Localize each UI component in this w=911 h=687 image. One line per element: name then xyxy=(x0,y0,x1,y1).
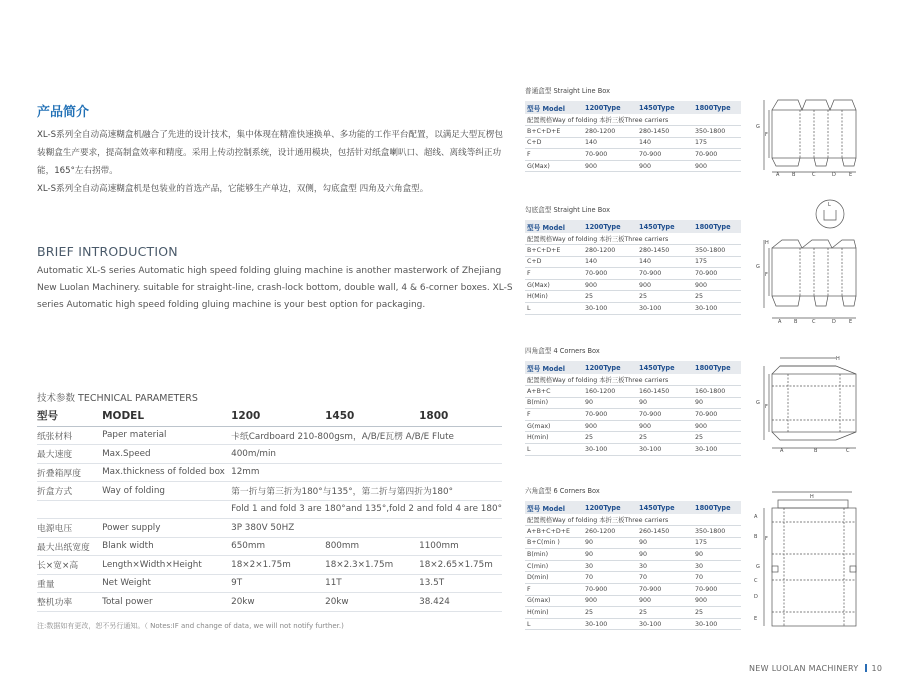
table-row xyxy=(525,595,741,607)
spec-value: 90 xyxy=(639,549,695,561)
table-row xyxy=(37,519,502,538)
spec-value: 280-1450 xyxy=(639,126,695,138)
param-en: Paper material xyxy=(102,426,231,445)
param-cn: 折盒方式 xyxy=(37,482,102,501)
spec-header-cell: 1200Type xyxy=(585,220,639,233)
spec-value: 30-100 xyxy=(585,618,639,630)
param-value-1450: 800mm xyxy=(325,537,419,556)
spec-value: 70-900 xyxy=(695,584,741,596)
spec-header-cell: 型号 Model xyxy=(525,220,585,233)
label-a: A xyxy=(780,448,784,454)
spec-value: 350-1800 xyxy=(695,245,741,257)
spec-param: B(min) xyxy=(525,397,585,409)
spec-value: 260-1200 xyxy=(585,526,639,538)
spec-fold-row xyxy=(525,233,741,245)
box-title: 普通盒型 Straight Line Box xyxy=(525,87,610,95)
table-row xyxy=(37,593,502,612)
four-corner-box-diagram xyxy=(752,352,864,456)
param-value-1800: 18×2.65×1.75m xyxy=(419,556,502,575)
table-row xyxy=(525,526,741,538)
label-b: B xyxy=(814,448,818,454)
header-1200: 1200 xyxy=(231,406,325,426)
spec-value: 350-1800 xyxy=(695,526,741,538)
param-value: 第一折与第三折为180°与135°，第二折与第四折为180° xyxy=(231,482,502,501)
table-row xyxy=(525,560,741,572)
spec-param: G(max) xyxy=(525,420,585,432)
spec-value: 90 xyxy=(585,397,639,409)
spec-value: 140 xyxy=(585,256,639,268)
param-cn xyxy=(37,500,102,519)
table-row xyxy=(525,256,741,268)
table-row xyxy=(525,444,741,456)
table-row xyxy=(525,397,741,409)
header-model-en: MODEL xyxy=(102,406,231,426)
spec-param: B+C+D+E xyxy=(525,245,585,257)
spec-header-cell: 型号 Model xyxy=(525,361,585,374)
spec-param: B(min) xyxy=(525,549,585,561)
label-c: C xyxy=(846,448,850,454)
spec-value: 160-1450 xyxy=(639,386,695,398)
label-d: D xyxy=(832,319,836,325)
spec-value: 900 xyxy=(585,420,639,432)
param-value-1450: 20kw xyxy=(325,593,419,612)
intro-text-cn xyxy=(37,126,507,198)
spec-value: 70-900 xyxy=(639,149,695,161)
param-cn: 最大速度 xyxy=(37,445,102,464)
spec-param: H(min) xyxy=(525,432,585,444)
spec-param: G(max) xyxy=(525,595,585,607)
param-value: 400m/min xyxy=(231,445,502,464)
spec-value: 260-1450 xyxy=(639,526,695,538)
label-g: G xyxy=(756,400,760,406)
label-b: B xyxy=(794,319,798,325)
param-en: Blank width xyxy=(102,537,231,556)
spec-value: 70 xyxy=(639,572,695,584)
tech-params-table xyxy=(37,406,502,612)
label-e: E xyxy=(849,319,853,325)
spec-value: 70-900 xyxy=(585,409,639,421)
table-row xyxy=(525,572,741,584)
spec-value: 25 xyxy=(585,291,639,303)
spec-header-cell: 1200Type xyxy=(585,501,639,514)
spec-param: L xyxy=(525,303,585,315)
spec-value: 160-1800 xyxy=(695,386,741,398)
spec-param: L xyxy=(525,618,585,630)
param-en: Total power xyxy=(102,593,231,612)
table-row xyxy=(525,584,741,596)
label-h: H xyxy=(810,494,814,500)
table-row xyxy=(37,500,502,519)
spec-header-cell: 1800Type xyxy=(695,101,741,114)
header-1450: 1450 xyxy=(325,406,419,426)
param-value-1800: 38.424 xyxy=(419,593,502,612)
header-model-cn: 型号 xyxy=(37,406,102,426)
spec-value: 90 xyxy=(585,537,639,549)
spec-value: 140 xyxy=(639,256,695,268)
spec-param: B+C(min ) xyxy=(525,537,585,549)
param-cn: 折叠箱厚度 xyxy=(37,463,102,482)
spec-value: 70-900 xyxy=(585,584,639,596)
spec-header xyxy=(525,101,741,114)
spec-value: 70-900 xyxy=(695,268,741,280)
label-d: D xyxy=(832,172,836,178)
label-g: G xyxy=(756,264,760,270)
spec-fold-row xyxy=(525,114,741,126)
spec-param: F xyxy=(525,409,585,421)
spec-value: 90 xyxy=(639,537,695,549)
data-change-note: 注:数据如有更改，恕不另行通知。（ Notes:IF and change of data, we will not notify further.) xyxy=(37,622,344,630)
spec-value: 25 xyxy=(585,432,639,444)
label-h: H xyxy=(765,240,769,246)
spec-header xyxy=(525,501,741,514)
param-value: 12mm xyxy=(231,463,502,482)
spec-param: L xyxy=(525,444,585,456)
spec-value: 25 xyxy=(639,291,695,303)
spec-value: 280-1450 xyxy=(639,245,695,257)
spec-value: 30-100 xyxy=(695,303,741,315)
spec-param: G(Max) xyxy=(525,279,585,291)
spec-value: 90 xyxy=(695,397,741,409)
spec-value: 900 xyxy=(695,420,741,432)
label-c: C xyxy=(754,578,758,584)
crash-lock-box-diagram xyxy=(752,196,864,326)
table-row xyxy=(525,303,741,315)
label-c: C xyxy=(812,319,816,325)
intro-paragraph-1: XL-S系列全自动高速糊盒机融合了先进的设计技术，集中体现在精准快速换单、多功能的工作平台配置，以满足大型瓦楞包装糊盒生产要求，提高制盒效率和精度。采用上传动控制系统，设计通用模块，包括针对纸盒喇叭口、超线、离线等纠正功能，165°左右拐带。 xyxy=(37,130,503,176)
table-row xyxy=(525,126,741,138)
spec-param: G(Max) xyxy=(525,160,585,172)
table-row xyxy=(525,279,741,291)
spec-value: 70-900 xyxy=(639,584,695,596)
intro-paragraph-2: XL-S系列全自动高速糊盒机是包装业的首选产品，它能够生产单边，双侧，勾底盒型 四角及六角盒型。 xyxy=(37,184,429,194)
brief-intro-title: BRIEF INTRODUCTION xyxy=(37,244,178,259)
fold-config: 配置规格Way of folding 本折三板Three carriers xyxy=(525,114,741,126)
param-value-1200: 18×2×1.75m xyxy=(231,556,325,575)
box-spec-table xyxy=(525,101,741,172)
brief-intro-text: Automatic XL-S series Automatic high speed folding gluing machine is another masterwork of Zhejiang New Luolan Machinery. suitable for straight-line, crash-lock bottom, double wall, 4 & 6-corner boxes. XL-S series Automatic high speed folding gluing machine is your best option for packaging. xyxy=(37,266,513,310)
fold-config: 配置规格Way of folding 本折三板Three carriers xyxy=(525,374,741,386)
label-d: D xyxy=(754,594,758,600)
spec-value: 30-100 xyxy=(585,444,639,456)
spec-header-cell: 1450Type xyxy=(639,501,695,514)
spec-value: 25 xyxy=(695,607,741,619)
spec-value: 70-900 xyxy=(639,409,695,421)
table-row xyxy=(525,432,741,444)
param-value-1450: 11T xyxy=(325,574,419,593)
spec-value: 900 xyxy=(639,160,695,172)
spec-header-cell: 1800Type xyxy=(695,361,741,374)
spec-value: 30-100 xyxy=(639,444,695,456)
fold-config: 配置规格Way of folding 本折三板Three carriers xyxy=(525,514,741,526)
param-value-1450: 18×2.3×1.75m xyxy=(325,556,419,575)
spec-fold-row xyxy=(525,374,741,386)
spec-param: F xyxy=(525,149,585,161)
param-value: 卡纸Cardboard 210-800gsm，A/B/E瓦楞 A/B/E Flute xyxy=(231,426,502,445)
spec-value: 25 xyxy=(585,607,639,619)
table-row xyxy=(525,386,741,398)
spec-header-cell: 1450Type xyxy=(639,361,695,374)
table-row xyxy=(525,149,741,161)
label-f: F xyxy=(765,404,768,410)
param-value-1800: 13.5T xyxy=(419,574,502,593)
label-b: B xyxy=(792,172,796,178)
spec-value: 70-900 xyxy=(585,268,639,280)
spec-header-cell: 1800Type xyxy=(695,501,741,514)
spec-header-cell: 1450Type xyxy=(639,101,695,114)
spec-header-cell: 1800Type xyxy=(695,220,741,233)
param-cn: 整机功率 xyxy=(37,593,102,612)
spec-header-cell: 1200Type xyxy=(585,361,639,374)
spec-param: A+B+C xyxy=(525,386,585,398)
spec-value: 25 xyxy=(639,432,695,444)
spec-value: 140 xyxy=(639,137,695,149)
table-row xyxy=(525,291,741,303)
spec-value: 30 xyxy=(695,560,741,572)
param-value: Fold 1 and fold 3 are 180°and 135°,fold 2 and fold 4 are 180° xyxy=(231,500,502,519)
table-row xyxy=(37,482,502,501)
label-f: F xyxy=(765,536,768,542)
label-c: C xyxy=(812,172,816,178)
param-value: 3P 380V 50HZ xyxy=(231,519,502,538)
label-b: B xyxy=(754,534,758,540)
spec-value: 30-100 xyxy=(585,303,639,315)
label-f: F xyxy=(765,272,768,278)
box-title: 勾底盒型 Straight Line Box xyxy=(525,206,610,214)
intro-title-cn: 产品简介 xyxy=(37,105,90,120)
spec-value: 160-1200 xyxy=(585,386,639,398)
spec-param: F xyxy=(525,584,585,596)
spec-value: 90 xyxy=(695,549,741,561)
spec-value: 70-900 xyxy=(585,149,639,161)
spec-value: 900 xyxy=(695,160,741,172)
param-en xyxy=(102,500,231,519)
spec-value: 70-900 xyxy=(695,409,741,421)
table-row xyxy=(37,537,502,556)
spec-value: 70-900 xyxy=(639,268,695,280)
table-row xyxy=(525,549,741,561)
spec-value: 900 xyxy=(639,279,695,291)
table-row xyxy=(525,537,741,549)
param-en: Max.thickness of folded box xyxy=(102,463,231,482)
box-spec-table xyxy=(525,501,741,630)
spec-param: C+D xyxy=(525,137,585,149)
param-cn: 长×宽×高 xyxy=(37,556,102,575)
label-a: A xyxy=(776,172,780,178)
box-spec-table xyxy=(525,361,741,456)
label-l: L xyxy=(828,202,831,208)
spec-value: 25 xyxy=(695,291,741,303)
param-en: Power supply xyxy=(102,519,231,538)
spec-value: 280-1200 xyxy=(585,245,639,257)
label-g: G xyxy=(756,124,760,130)
spec-value: 175 xyxy=(695,137,741,149)
spec-value: 70-900 xyxy=(695,149,741,161)
spec-param: F xyxy=(525,268,585,280)
spec-value: 90 xyxy=(585,549,639,561)
spec-value: 30-100 xyxy=(639,618,695,630)
spec-value: 900 xyxy=(639,595,695,607)
param-en: Net Weight xyxy=(102,574,231,593)
table-row xyxy=(37,445,502,464)
spec-param: H(Min) xyxy=(525,291,585,303)
spec-value: 25 xyxy=(695,432,741,444)
param-cn: 纸张材料 xyxy=(37,426,102,445)
param-value-1200: 20kw xyxy=(231,593,325,612)
box-spec-table xyxy=(525,220,741,315)
spec-value: 280-1200 xyxy=(585,126,639,138)
spec-value: 175 xyxy=(695,537,741,549)
table-row xyxy=(37,426,502,445)
spec-value: 140 xyxy=(585,137,639,149)
box-title: 六角盒型 6 Corners Box xyxy=(525,487,600,495)
spec-param: C+D xyxy=(525,256,585,268)
label-e: E xyxy=(754,616,758,622)
spec-value: 30-100 xyxy=(695,444,741,456)
box-title: 四角盒型 4 Corners Box xyxy=(525,347,600,355)
spec-fold-row xyxy=(525,514,741,526)
param-en: Max.Speed xyxy=(102,445,231,464)
table-row xyxy=(525,618,741,630)
label-f: F xyxy=(765,132,768,138)
spec-param: C(min) xyxy=(525,560,585,572)
footer-brand: NEW LUOLAN MACHINERY xyxy=(749,664,859,673)
spec-header-cell: 1200Type xyxy=(585,101,639,114)
table-row xyxy=(525,137,741,149)
spec-value: 175 xyxy=(695,256,741,268)
label-a: A xyxy=(754,514,758,520)
spec-value: 25 xyxy=(639,607,695,619)
param-value-1200: 9T xyxy=(231,574,325,593)
param-value-1800: 1100mm xyxy=(419,537,502,556)
page-footer xyxy=(749,664,882,673)
spec-header xyxy=(525,361,741,374)
spec-param: A+B+C+D+E xyxy=(525,526,585,538)
table-row xyxy=(525,268,741,280)
param-en: Length×Width×Height xyxy=(102,556,231,575)
param-value-1200: 650mm xyxy=(231,537,325,556)
table-row xyxy=(525,409,741,421)
spec-header-cell: 型号 Model xyxy=(525,101,585,114)
label-a: A xyxy=(778,319,782,325)
param-cn: 重量 xyxy=(37,574,102,593)
spec-header-cell: 1450Type xyxy=(639,220,695,233)
spec-value: 900 xyxy=(585,279,639,291)
param-cn: 最大出纸宽度 xyxy=(37,537,102,556)
spec-value: 900 xyxy=(695,279,741,291)
label-e: E xyxy=(849,172,853,178)
label-g: G xyxy=(756,564,760,570)
spec-value: 350-1800 xyxy=(695,126,741,138)
table-row xyxy=(37,463,502,482)
spec-value: 30-100 xyxy=(695,618,741,630)
spec-header xyxy=(525,220,741,233)
spec-value: 900 xyxy=(585,160,639,172)
spec-value: 90 xyxy=(639,397,695,409)
spec-value: 30 xyxy=(585,560,639,572)
table-row xyxy=(37,556,502,575)
table-row xyxy=(525,245,741,257)
label-h: H xyxy=(836,356,840,362)
spec-value: 70 xyxy=(585,572,639,584)
table-row xyxy=(525,607,741,619)
param-en: Way of folding xyxy=(102,482,231,501)
tech-params-title: 技术参数 TECHNICAL PARAMETERS xyxy=(37,393,198,404)
param-cn: 电源电压 xyxy=(37,519,102,538)
spec-value: 30-100 xyxy=(639,303,695,315)
spec-value: 30 xyxy=(639,560,695,572)
spec-value: 70 xyxy=(695,572,741,584)
spec-value: 900 xyxy=(585,595,639,607)
fold-config: 配置规格Way of folding 本折三板Three carriers xyxy=(525,233,741,245)
spec-param: B+C+D+E xyxy=(525,126,585,138)
six-corner-box-diagram xyxy=(752,488,864,636)
spec-value: 900 xyxy=(695,595,741,607)
spec-param: H(min) xyxy=(525,607,585,619)
table-row xyxy=(525,160,741,172)
header-1800: 1800 xyxy=(419,406,502,426)
tech-params-header xyxy=(37,406,502,426)
page-number: 10 xyxy=(871,664,883,673)
spec-param: D(min) xyxy=(525,572,585,584)
table-row xyxy=(525,420,741,432)
table-row xyxy=(37,574,502,593)
spec-value: 900 xyxy=(639,420,695,432)
footer-divider xyxy=(865,664,867,672)
straight-line-box-diagram xyxy=(752,92,864,178)
spec-header-cell: 型号 Model xyxy=(525,501,585,514)
